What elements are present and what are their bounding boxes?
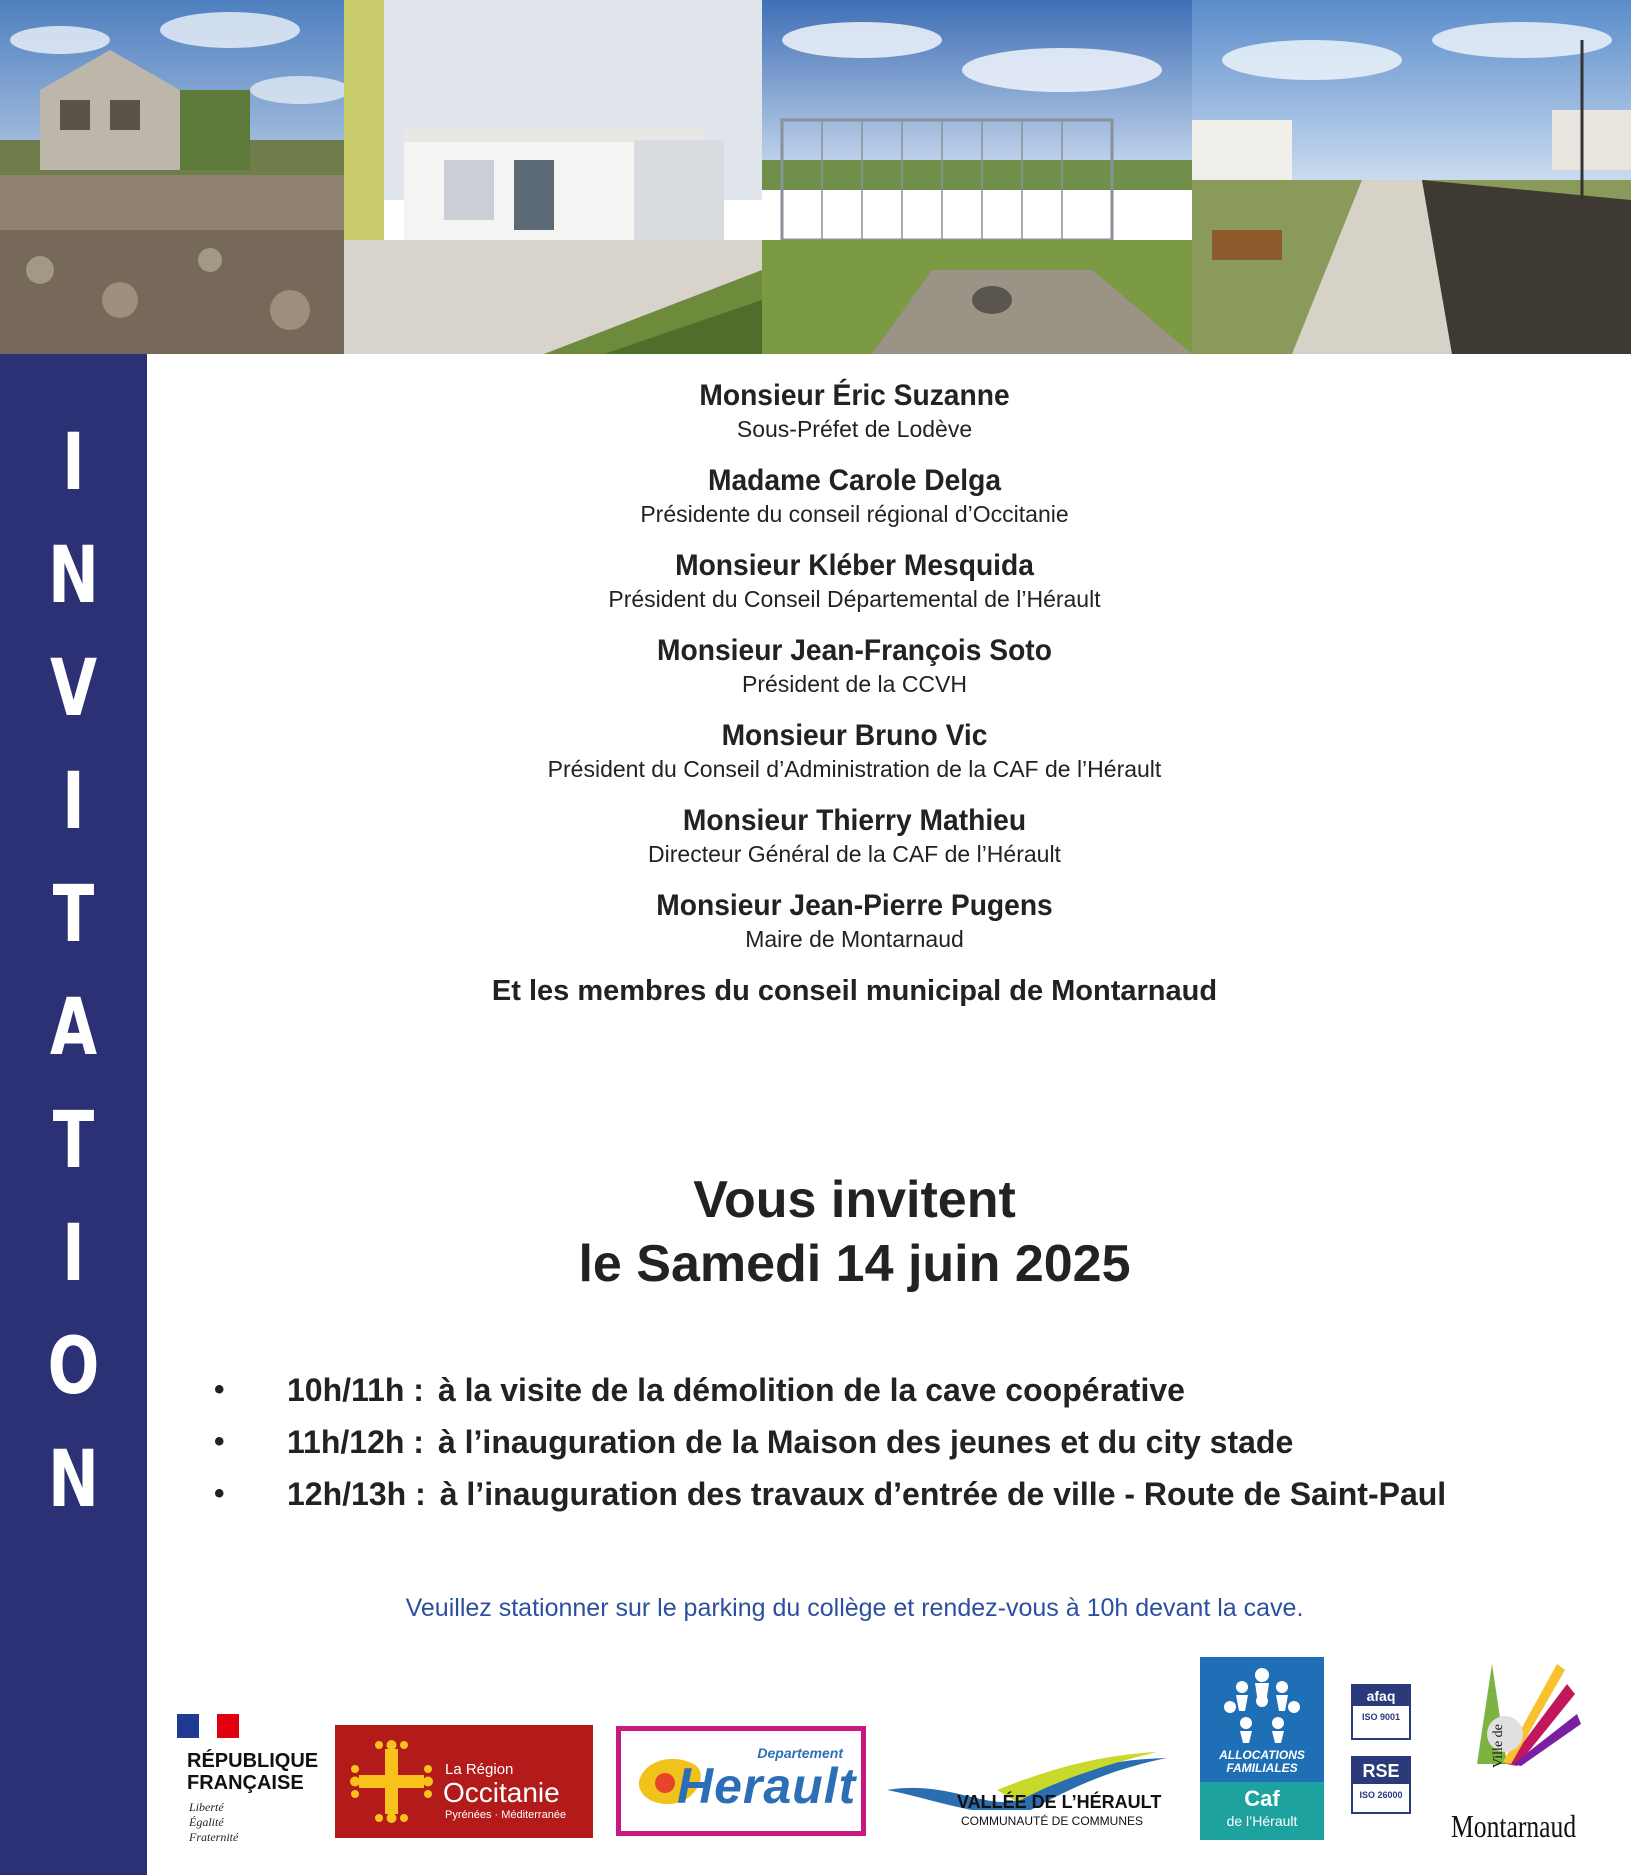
mtn-line-2: Montarnaud [1451,1808,1577,1844]
caf-line-2: FAMILIALES [1226,1761,1298,1775]
invitee [147,378,1562,444]
side-title-letter: I [62,757,85,847]
republique-francaise-logo [167,1714,327,1854]
occitan-cross-icon [349,1739,434,1824]
invitee-role: Maire de Montarnaud [745,926,964,952]
rf-motto-3: Fraternité [189,1830,239,1844]
invitee-role: Directeur Général de la CAF de l’Hérault [648,841,1061,867]
invitee [147,718,1562,784]
rf-motto [189,1800,238,1845]
council-members-line: Et les membres du conseil municipal de Montarnaud [491,975,1218,1007]
schedule-item [214,1468,1594,1520]
vdh-line-1: VALLÉE DE L’HÉRAULT [957,1792,1162,1812]
side-title-letter: I [62,418,85,508]
invitee [147,803,1562,869]
vdh-line-2: COMMUNAUTÉ DE COMMUNES [961,1814,1143,1828]
mtn-line-1: Ville de [1491,1724,1506,1768]
invitee-name: Monsieur Jean-Pierre Pugens [656,889,1053,922]
photo-city-stade [762,0,1192,354]
caf-herault-logo [1200,1657,1324,1840]
invitee-name: Monsieur Kléber Mesquida [675,549,1034,582]
afaq-iso9001-badge [1351,1684,1411,1740]
caf-line-3: Caf [1244,1786,1280,1811]
bullet-icon: • [214,1425,225,1458]
photo-strip [0,0,1631,354]
schedule-time: 11h/12h : [287,1424,424,1460]
partner-logos [147,1654,1631,1875]
invitee-name: Monsieur Jean-François Soto [657,634,1052,667]
rf-line-1: RÉPUBLIQUE [187,1750,319,1772]
bullet-icon: • [214,1477,225,1510]
invite-line-1: Vous invitent [693,1171,1016,1229]
afaq-certification-logo [1347,1684,1415,1824]
afaq-line-1: afaq [1353,1686,1409,1706]
herault-line-1: Departement [757,1745,843,1761]
invitation-side-band [0,354,147,1875]
invite-date: le Samedi 14 juin 2025 [578,1235,1131,1293]
rf-motto-1: Liberté [189,1800,224,1814]
ville-montarnaud-logo [1447,1654,1587,1854]
region-occitanie-logo [335,1725,593,1838]
side-title-letter: V [49,644,98,734]
invitee-name: Madame Carole Delga [707,464,1002,497]
caf-line-1: ALLOCATIONS [1219,1748,1305,1762]
afaq-line-2: ISO 9001 [1361,1712,1401,1722]
invitee [147,463,1562,529]
invitee [147,888,1562,954]
schedule-time: 10h/11h : [287,1372,424,1408]
invitee-role: Président du Conseil Départemental de l’Hérault [608,586,1101,612]
invitee-name: Monsieur Éric Suzanne [699,379,1010,412]
rf-line-2: FRANÇAISE [187,1772,304,1794]
rf-motto-2: Égalité [189,1815,224,1829]
caf-bottom [1200,1782,1324,1840]
invitee-role: Sous-Préfet de Lodève [736,416,973,442]
vallee-herault-logo [887,1750,1177,1850]
montarnaud-emblem-icon [1447,1654,1587,1774]
invitee [147,548,1562,614]
side-title-letter: N [48,531,99,621]
invitee [147,633,1562,699]
main-content [147,354,1631,1654]
invitee-name: Monsieur Thierry Mathieu [682,804,1027,837]
side-title-letter: T [52,870,95,960]
afaq-line-3: RSE [1353,1758,1409,1784]
invite-heading [147,1168,1562,1296]
schedule-list [214,1364,1594,1520]
invitee-list [147,378,1562,1009]
marianne-flag-icon [177,1714,239,1738]
photo-demolished-cave [0,0,344,354]
caf-line-4: de l’Hérault [1226,1813,1298,1829]
occitanie-line-3: Pyrénées · Méditerranée [445,1809,567,1821]
schedule-time: 12h/13h : [287,1476,426,1512]
departement-herault-logo [616,1726,866,1836]
herault-line-2: Herault [677,1758,857,1814]
schedule-item [214,1416,1594,1468]
caf-family-icon [1200,1657,1324,1747]
occitanie-line-2: Occitanie [443,1777,560,1808]
schedule-text: à la visite de la démolition de la cave coopérative [437,1372,1185,1408]
schedule-text: à l’inauguration des travaux d’entrée de ville - Route de Saint-Paul [439,1476,1447,1512]
bullet-icon: • [214,1373,225,1406]
side-title-letter: N [48,1435,99,1525]
schedule-item [214,1364,1594,1416]
photo-youth-center [344,0,762,354]
side-title-letter: I [62,1209,85,1299]
side-title-letter: T [52,1096,95,1186]
invitee-role: Président de la CCVH [742,671,967,697]
invitee-role: Président du Conseil d’Administration de la CAF de l’Hérault [547,756,1162,782]
afaq-rse-badge [1351,1756,1411,1814]
parking-notice: Veuillez stationner sur le parking du collège et rendez-vous à 10h devant la cave. [405,1594,1304,1622]
invitee-role: Présidente du conseil régional d’Occitanie [640,501,1069,527]
caf-label [1200,1749,1324,1775]
invitee-name: Monsieur Bruno Vic [721,719,988,752]
afaq-line-4: ISO 26000 [1359,1790,1403,1800]
schedule-text: à l’inauguration de la Maison des jeunes et du city stade [437,1424,1294,1460]
side-title-letter: A [49,983,98,1073]
photo-town-entrance [1192,0,1631,354]
side-title-letter: O [47,1322,100,1412]
occitanie-line-1: La Région [445,1761,514,1778]
